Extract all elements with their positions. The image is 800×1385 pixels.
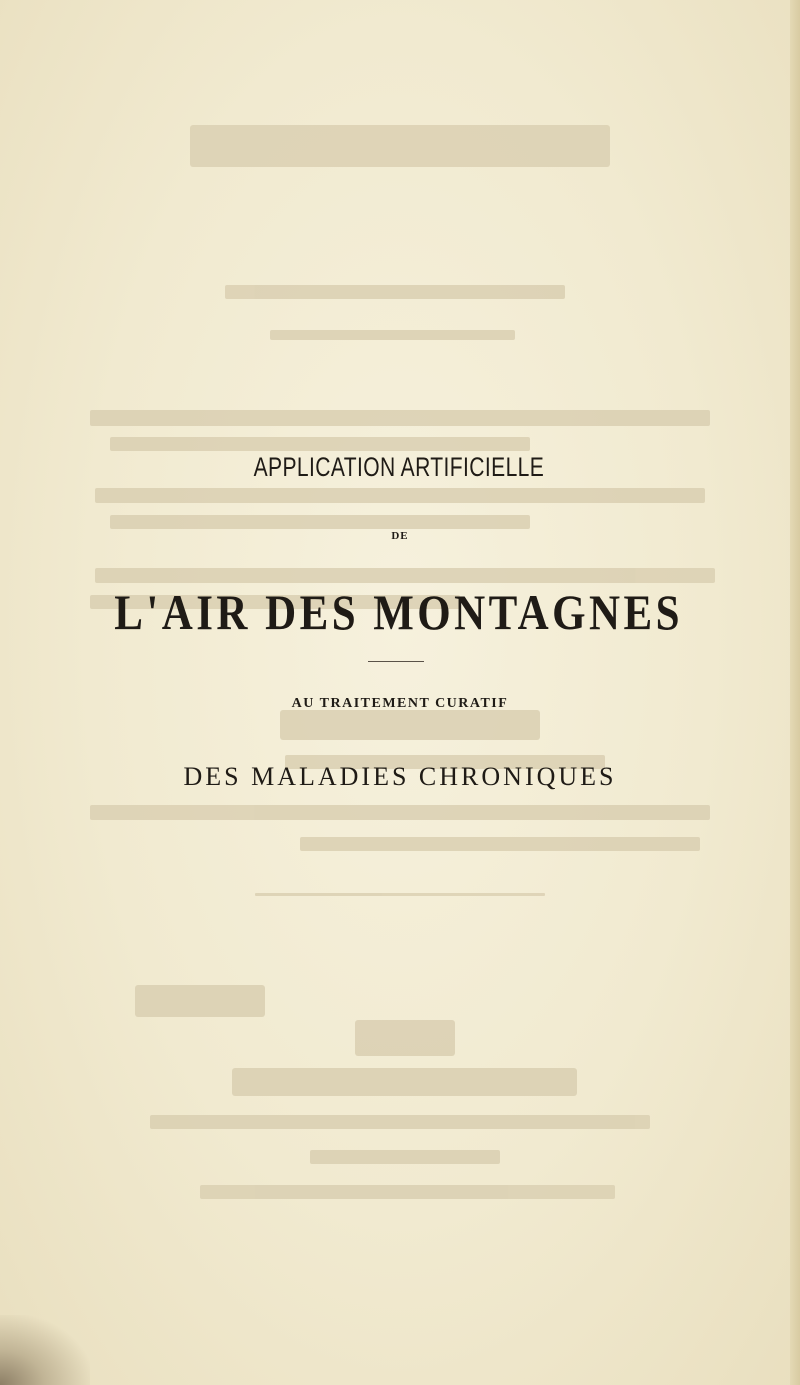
title-line-traitement: AU TRAITEMENT CURATIF: [291, 696, 509, 711]
title-line-de: DE: [391, 530, 409, 542]
title-line-maladies: DES MALADIES CHRONIQUES: [183, 762, 617, 791]
main-title: L'AIR DES MONTAGNES: [114, 584, 683, 640]
title-line-application: APPLICATION ARTIFICIELLE: [253, 452, 545, 482]
title-divider: [368, 661, 424, 662]
